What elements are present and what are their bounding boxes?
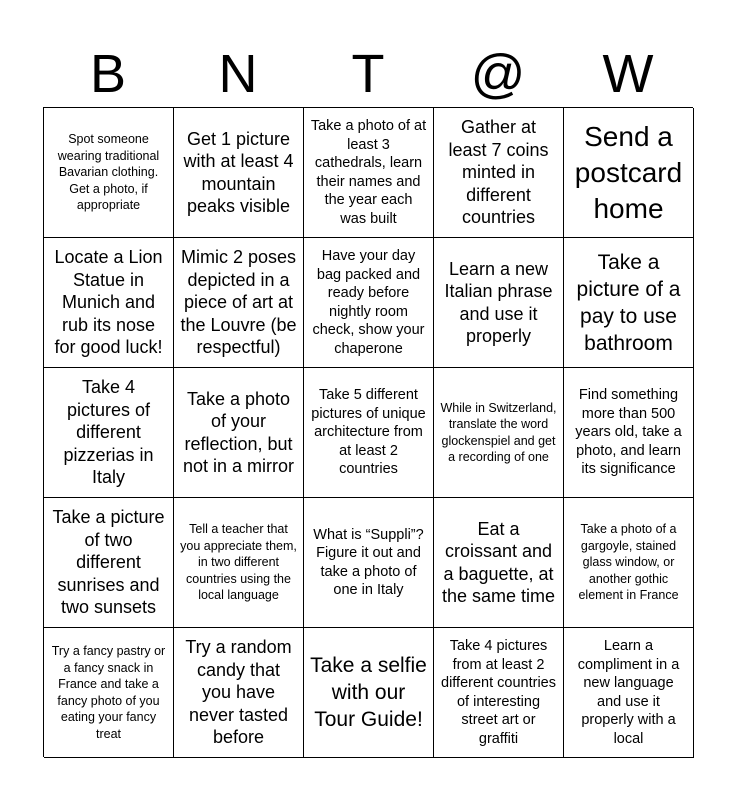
cell-text: What is “Suppli”? Figure it out and take a photo of one in Italy xyxy=(313,526,424,598)
cell-text: Locate a Lion Statue in Munich and rub its nose for good luck! xyxy=(54,247,163,358)
bingo-cell[interactable] xyxy=(564,628,694,758)
bingo-cell[interactable] xyxy=(434,498,564,628)
bingo-cell[interactable] xyxy=(174,108,304,238)
cell-text: Spot someone wearing traditional Bavarian clothing. Get a photo, if appropriate xyxy=(57,132,160,213)
cell-text: Try a random candy that you have never tasted before xyxy=(185,637,292,748)
bingo-header xyxy=(43,40,693,108)
bingo-cell[interactable] xyxy=(564,498,694,628)
header-letter-3: T xyxy=(351,44,385,104)
bingo-cell[interactable] xyxy=(44,368,174,498)
bingo-cell[interactable] xyxy=(304,498,434,628)
bingo-grid xyxy=(43,107,693,757)
bingo-cell[interactable] xyxy=(174,498,304,628)
bingo-cell[interactable] xyxy=(44,498,174,628)
bingo-cell[interactable] xyxy=(434,368,564,498)
bingo-cell[interactable] xyxy=(434,238,564,368)
cell-text: Get 1 picture with at least 4 mountain peaks visible xyxy=(183,128,294,216)
bingo-cell[interactable] xyxy=(434,628,564,758)
cell-text: Take a photo of at least 3 cathedrals, learn their names and the year each was built xyxy=(310,118,427,227)
cell-text: Gather at least 7 coins minted in different countries xyxy=(448,117,549,228)
cell-text: Take 5 different pictures of unique architecture from at least 2 countries xyxy=(311,387,426,478)
bingo-cell[interactable] xyxy=(564,238,694,368)
header-letter-1: B xyxy=(89,44,127,104)
cell-text: Take a photo of your reflection, but not in a mirror xyxy=(182,388,295,476)
bingo-cell[interactable] xyxy=(44,628,174,758)
cell-text: Take a selfie with our Tour Guide! xyxy=(310,654,427,731)
bingo-cell[interactable] xyxy=(174,628,304,758)
bingo-cell[interactable] xyxy=(564,108,694,238)
bingo-cell[interactable] xyxy=(174,368,304,498)
bingo-cell[interactable] xyxy=(304,108,434,238)
bingo-cell[interactable] xyxy=(174,238,304,368)
cell-text: Tell a teacher that you appreciate them, in two different countries using the local language xyxy=(180,522,297,603)
cell-text: Take 4 pictures from at least 2 different countries of interesting street art or graffiti xyxy=(441,638,556,747)
bingo-cell[interactable] xyxy=(304,368,434,498)
bingo-cell[interactable] xyxy=(564,368,694,498)
cell-text: Take 4 pictures of different pizzerias in Italy xyxy=(63,377,154,488)
cell-text: Take a picture of a pay to use bathroom xyxy=(576,250,681,355)
bingo-cell[interactable] xyxy=(434,108,564,238)
bingo-cell[interactable] xyxy=(44,238,174,368)
cell-text: Eat a croissant and a baguette, at the same time xyxy=(441,518,556,606)
cell-text: Learn a compliment in a new language and use it properly with a local xyxy=(577,638,680,747)
cell-text: While in Switzerland, translate the word glockenspiel and get a recording of one xyxy=(440,400,557,464)
cell-text: Learn a new Italian phrase and use it properly xyxy=(444,258,553,346)
cell-text: Take a picture of two different sunrises and two sunsets xyxy=(52,507,165,618)
header-letter-2: N xyxy=(218,44,258,104)
bingo-cell[interactable] xyxy=(304,628,434,758)
cell-text: Find something more than 500 years old, take a photo, and learn its significance xyxy=(575,387,682,478)
cell-text: Mimic 2 poses depicted in a piece of art at the Louvre (be respectful) xyxy=(180,247,297,358)
cell-text: Take a photo of a gargoyle, stained glass window, or another gothic element in France xyxy=(578,522,679,603)
header-letter-4: @ xyxy=(470,44,526,104)
cell-text: Have your day bag packed and ready before nightly room check, show your chaperone xyxy=(312,248,425,357)
cell-text: Try a fancy pastry or a fancy snack in France and take a fancy photo of you eating your fancy treat xyxy=(51,644,166,741)
bingo-cell[interactable] xyxy=(304,238,434,368)
header-letter-5: W xyxy=(602,44,654,104)
bingo-cell[interactable] xyxy=(44,108,174,238)
cell-text: Send a postcard home xyxy=(574,120,683,224)
